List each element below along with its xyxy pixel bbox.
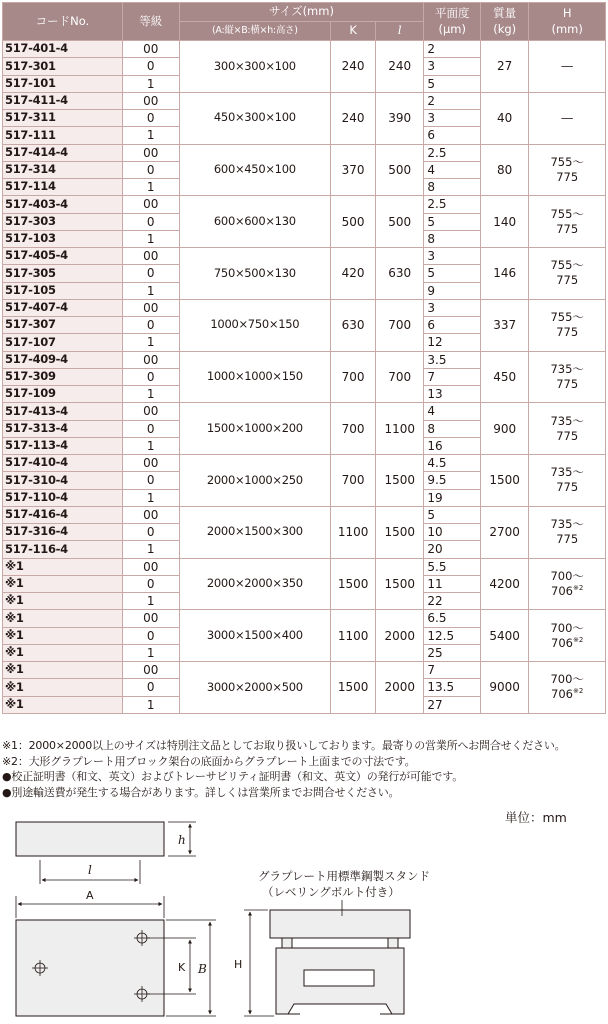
grade-cell: 1 — [122, 644, 179, 661]
mass-cell: 900 — [481, 403, 529, 455]
size-cell: 3000×2000×500 — [179, 662, 331, 714]
spec-table — [2, 2, 606, 714]
flatness-cell: 5 — [424, 213, 481, 230]
code-cell: ※1 — [3, 610, 123, 627]
code-cell: 517-410-4 — [3, 455, 123, 472]
k-cell: 1100 — [331, 506, 376, 558]
grade-cell: 0 — [122, 627, 179, 644]
table-row — [3, 41, 606, 58]
flatness-cell: 4 — [424, 403, 481, 420]
h-footnote-mark: ※2 — [572, 635, 584, 644]
flatness-cell: 8 — [424, 420, 481, 437]
flatness-cell: 3 — [424, 299, 481, 316]
l-cell: 500 — [376, 196, 424, 248]
grade-cell: 00 — [122, 196, 179, 213]
code-cell: 517-109 — [3, 386, 123, 403]
k-cell: 1500 — [331, 662, 376, 714]
grade-cell: 00 — [122, 610, 179, 627]
code-cell: ※1 — [3, 644, 123, 661]
stand-title-line2: （レベリングボルト付き） — [262, 885, 400, 899]
code-cell: 517-110-4 — [3, 489, 123, 506]
table-row — [3, 455, 606, 472]
h-range-start: 700〜 706 — [550, 568, 584, 598]
flatness-cell: 5 — [424, 506, 481, 523]
l-cell: 1500 — [376, 558, 424, 610]
l-cell: 1100 — [376, 403, 424, 455]
h-range-start: 735〜 775 — [550, 465, 584, 495]
label-h: h — [178, 833, 186, 847]
grade-cell: 1 — [122, 489, 179, 506]
grade-cell: 00 — [122, 41, 179, 58]
header-size-sub: (A:縦×B:横×h:高さ) — [179, 22, 331, 41]
flatness-cell: 7 — [424, 368, 481, 385]
flatness-cell: 9 — [424, 282, 481, 299]
h-cell — [529, 403, 606, 455]
h-cell — [529, 610, 606, 662]
flatness-cell: 10 — [424, 524, 481, 541]
code-cell: 517-114 — [3, 179, 123, 196]
h-cell — [529, 196, 606, 248]
code-cell: 517-313-4 — [3, 420, 123, 437]
flatness-cell: 9.5 — [424, 472, 481, 489]
h-footnote-mark: ※2 — [572, 687, 584, 696]
mass-cell: 146 — [481, 248, 529, 300]
l-cell: 390 — [376, 92, 424, 144]
code-cell: 517-305 — [3, 265, 123, 282]
code-cell: 517-307 — [3, 317, 123, 334]
size-cell: 450×300×100 — [179, 92, 331, 144]
grade-cell: 00 — [122, 299, 179, 316]
h-cell — [529, 558, 606, 610]
mass-cell: 1500 — [481, 455, 529, 507]
flatness-cell: 11 — [424, 575, 481, 592]
flatness-cell: 12 — [424, 334, 481, 351]
code-cell: 517-311 — [3, 110, 123, 127]
table-row — [3, 610, 606, 627]
table-row — [3, 196, 606, 213]
k-cell: 370 — [331, 144, 376, 196]
h-cell — [529, 506, 606, 558]
label-B: B — [198, 962, 207, 976]
flatness-cell: 2.5 — [424, 144, 481, 161]
h-range-start: ― — [561, 58, 573, 73]
k-cell: 1100 — [331, 610, 376, 662]
k-cell: 500 — [331, 196, 376, 248]
grade-cell: 00 — [122, 92, 179, 109]
stand-title — [258, 868, 430, 900]
grade-cell: 0 — [122, 472, 179, 489]
code-cell: ※1 — [3, 679, 123, 696]
table-row — [3, 662, 606, 679]
grade-cell: 1 — [122, 541, 179, 558]
h-range-start: 700〜 706 — [550, 672, 584, 702]
table-row — [3, 506, 606, 523]
size-cell: 2000×1000×250 — [179, 455, 331, 507]
grade-cell: 0 — [122, 679, 179, 696]
grade-cell: 00 — [122, 144, 179, 161]
flatness-cell: 8 — [424, 179, 481, 196]
flatness-cell: 4.5 — [424, 455, 481, 472]
note-1: ※1：2000×2000以上のサイズは特別注文品としてお取り扱いしております。最寄りの営業所へお問合せください。 — [2, 739, 566, 752]
label-l: l — [88, 863, 92, 877]
code-cell: 517-405-4 — [3, 248, 123, 265]
grade-cell: 0 — [122, 317, 179, 334]
flatness-cell: 19 — [424, 489, 481, 506]
flatness-cell: 8 — [424, 230, 481, 247]
flatness-cell: 16 — [424, 437, 481, 454]
code-cell: 517-401-4 — [3, 41, 123, 58]
grade-cell: 1 — [122, 334, 179, 351]
header-flatness: 平面度 (μm) — [424, 3, 481, 41]
size-cell: 2000×1500×300 — [179, 506, 331, 558]
grade-cell: 1 — [122, 127, 179, 144]
header-h: H (mm) — [529, 3, 606, 41]
size-cell: 3000×1500×400 — [179, 610, 331, 662]
grade-cell: 1 — [122, 696, 179, 713]
h-range-start: ― — [561, 110, 573, 125]
header-code: コードNo. — [3, 3, 123, 41]
h-range-start: 755〜 775 — [550, 206, 584, 236]
label-A: A — [86, 889, 94, 902]
grade-cell: 00 — [122, 662, 179, 679]
h-range-start: 755〜 775 — [550, 310, 584, 340]
k-cell: 240 — [331, 41, 376, 93]
code-cell: 517-116-4 — [3, 541, 123, 558]
table-row — [3, 403, 606, 420]
l-cell: 2000 — [376, 610, 424, 662]
label-H: H — [234, 958, 243, 971]
code-cell: ※1 — [3, 662, 123, 679]
grade-cell: 00 — [122, 248, 179, 265]
h-range-start: 700〜 706 — [550, 620, 584, 650]
h-cell — [529, 144, 606, 196]
table-row — [3, 144, 606, 161]
code-cell: 517-409-4 — [3, 351, 123, 368]
grade-cell: 00 — [122, 403, 179, 420]
grade-cell: 0 — [122, 265, 179, 282]
table-body — [3, 41, 606, 714]
grade-cell: 1 — [122, 437, 179, 454]
h-range-start: 735〜 775 — [550, 413, 584, 443]
code-cell: 517-413-4 — [3, 403, 123, 420]
code-cell: 517-301 — [3, 58, 123, 75]
note-2: ※2：大形グラプレート用ブロック架台の底面からグラプレート上面までの寸法です。 — [2, 754, 416, 768]
code-cell: 517-105 — [3, 282, 123, 299]
label-K: K — [178, 961, 186, 974]
code-cell: 517-113-4 — [3, 437, 123, 454]
flatness-cell: 2 — [424, 41, 481, 58]
table-row — [3, 248, 606, 265]
flatness-cell: 3 — [424, 58, 481, 75]
l-cell: 240 — [376, 41, 424, 93]
table-row — [3, 299, 606, 316]
dimension-diagram — [0, 812, 608, 1024]
code-cell: 517-414-4 — [3, 144, 123, 161]
code-cell: ※1 — [3, 627, 123, 644]
code-cell: 517-314 — [3, 161, 123, 178]
grade-cell: 00 — [122, 558, 179, 575]
flatness-cell: 5 — [424, 75, 481, 92]
grade-cell: 0 — [122, 161, 179, 178]
grade-cell: 1 — [122, 282, 179, 299]
l-cell: 2000 — [376, 662, 424, 714]
l-cell: 1500 — [376, 455, 424, 507]
flatness-cell: 13.5 — [424, 679, 481, 696]
header-mass: 質量 (kg) — [481, 3, 529, 41]
flatness-cell: 2 — [424, 92, 481, 109]
code-cell: 517-107 — [3, 334, 123, 351]
flatness-cell: 6 — [424, 317, 481, 334]
grade-cell: 0 — [122, 575, 179, 592]
mass-cell: 2700 — [481, 506, 529, 558]
h-cell — [529, 662, 606, 714]
h-cell — [529, 351, 606, 403]
flatness-cell: 25 — [424, 644, 481, 661]
grade-cell: 0 — [122, 58, 179, 75]
h-range-start: 755〜 775 — [550, 154, 584, 184]
grade-cell: 0 — [122, 420, 179, 437]
l-cell: 630 — [376, 248, 424, 300]
code-cell: 517-310-4 — [3, 472, 123, 489]
code-cell: 517-303 — [3, 213, 123, 230]
l-cell: 1500 — [376, 506, 424, 558]
code-cell: ※1 — [3, 696, 123, 713]
mass-cell: 4200 — [481, 558, 529, 610]
code-cell: 517-101 — [3, 75, 123, 92]
table-row — [3, 92, 606, 109]
grade-cell: 1 — [122, 179, 179, 196]
h-cell — [529, 455, 606, 507]
flatness-cell: 7 — [424, 662, 481, 679]
grade-cell: 00 — [122, 351, 179, 368]
flatness-cell: 13 — [424, 386, 481, 403]
header-k: K — [331, 22, 376, 41]
size-cell: 600×450×100 — [179, 144, 331, 196]
grade-cell: 0 — [122, 110, 179, 127]
mass-cell: 80 — [481, 144, 529, 196]
flatness-cell: 3 — [424, 248, 481, 265]
code-cell: 517-111 — [3, 127, 123, 144]
header-l: l — [376, 22, 424, 41]
size-cell: 1500×1000×200 — [179, 403, 331, 455]
l-cell: 500 — [376, 144, 424, 196]
mass-cell: 140 — [481, 196, 529, 248]
note-4: ●別途輸送費が発生する場合があります。詳しくは営業所までお問合せください。 — [2, 785, 400, 799]
flatness-cell: 12.5 — [424, 627, 481, 644]
grade-cell: 00 — [122, 506, 179, 523]
code-cell: 517-411-4 — [3, 92, 123, 109]
flatness-cell: 6 — [424, 127, 481, 144]
flatness-cell: 3 — [424, 110, 481, 127]
k-cell: 700 — [331, 403, 376, 455]
code-cell: 517-403-4 — [3, 196, 123, 213]
flatness-cell: 22 — [424, 593, 481, 610]
mass-cell: 450 — [481, 351, 529, 403]
header-grade: 等級 — [122, 3, 179, 41]
grade-cell: 0 — [122, 213, 179, 230]
k-cell: 1500 — [331, 558, 376, 610]
flatness-cell: 3.5 — [424, 351, 481, 368]
h-range-start: 755〜 775 — [550, 258, 584, 288]
flatness-cell: 20 — [424, 541, 481, 558]
plate-side-view — [16, 822, 164, 856]
notes — [2, 738, 606, 800]
h-cell — [529, 248, 606, 300]
table-row — [3, 351, 606, 368]
mass-cell: 337 — [481, 299, 529, 351]
unit-label: 単位：mm — [505, 810, 567, 825]
flatness-cell: 2.5 — [424, 196, 481, 213]
k-cell: 420 — [331, 248, 376, 300]
h-range-start: 735〜 775 — [550, 361, 584, 391]
stand-title-line1: グラプレート用標準鋼製スタンド — [258, 869, 431, 883]
size-cell: 600×600×130 — [179, 196, 331, 248]
flatness-cell: 27 — [424, 696, 481, 713]
code-cell: ※1 — [3, 558, 123, 575]
k-cell: 630 — [331, 299, 376, 351]
k-cell: 700 — [331, 455, 376, 507]
stand-illustration — [270, 910, 410, 1014]
flatness-cell: 6.5 — [424, 610, 481, 627]
mass-cell: 9000 — [481, 662, 529, 714]
header-size: サイズ(mm) — [179, 3, 424, 22]
code-cell: ※1 — [3, 593, 123, 610]
code-cell: 517-103 — [3, 230, 123, 247]
table-row — [3, 558, 606, 575]
note-3: ●校正証明書（和文、英文）およびトレーサビリティ証明書（和文、英文）の発行が可能です。 — [2, 770, 464, 783]
k-cell: 240 — [331, 92, 376, 144]
size-cell: 1000×750×150 — [179, 299, 331, 351]
grade-cell: 1 — [122, 386, 179, 403]
grade-cell: 1 — [122, 230, 179, 247]
size-cell: 1000×1000×150 — [179, 351, 331, 403]
code-cell: 517-316-4 — [3, 524, 123, 541]
mass-cell: 5400 — [481, 610, 529, 662]
code-cell: 517-407-4 — [3, 299, 123, 316]
h-cell — [529, 41, 606, 93]
size-cell: 300×300×100 — [179, 41, 331, 93]
flatness-cell: 4 — [424, 161, 481, 178]
l-cell: 700 — [376, 351, 424, 403]
h-footnote-mark: ※2 — [572, 584, 584, 593]
grade-cell: 00 — [122, 455, 179, 472]
grade-cell: 0 — [122, 368, 179, 385]
size-cell: 750×500×130 — [179, 248, 331, 300]
l-cell: 700 — [376, 299, 424, 351]
grade-cell: 1 — [122, 75, 179, 92]
k-cell: 700 — [331, 351, 376, 403]
mass-cell: 40 — [481, 92, 529, 144]
size-cell: 2000×2000×350 — [179, 558, 331, 610]
mass-cell: 27 — [481, 41, 529, 93]
flatness-cell: 5.5 — [424, 558, 481, 575]
h-cell — [529, 92, 606, 144]
h-cell — [529, 299, 606, 351]
grade-cell: 0 — [122, 524, 179, 541]
h-range-start: 735〜 775 — [550, 517, 584, 547]
code-cell: 517-416-4 — [3, 506, 123, 523]
grade-cell: 1 — [122, 593, 179, 610]
flatness-cell: 5 — [424, 265, 481, 282]
code-cell: 517-309 — [3, 368, 123, 385]
code-cell: ※1 — [3, 575, 123, 592]
